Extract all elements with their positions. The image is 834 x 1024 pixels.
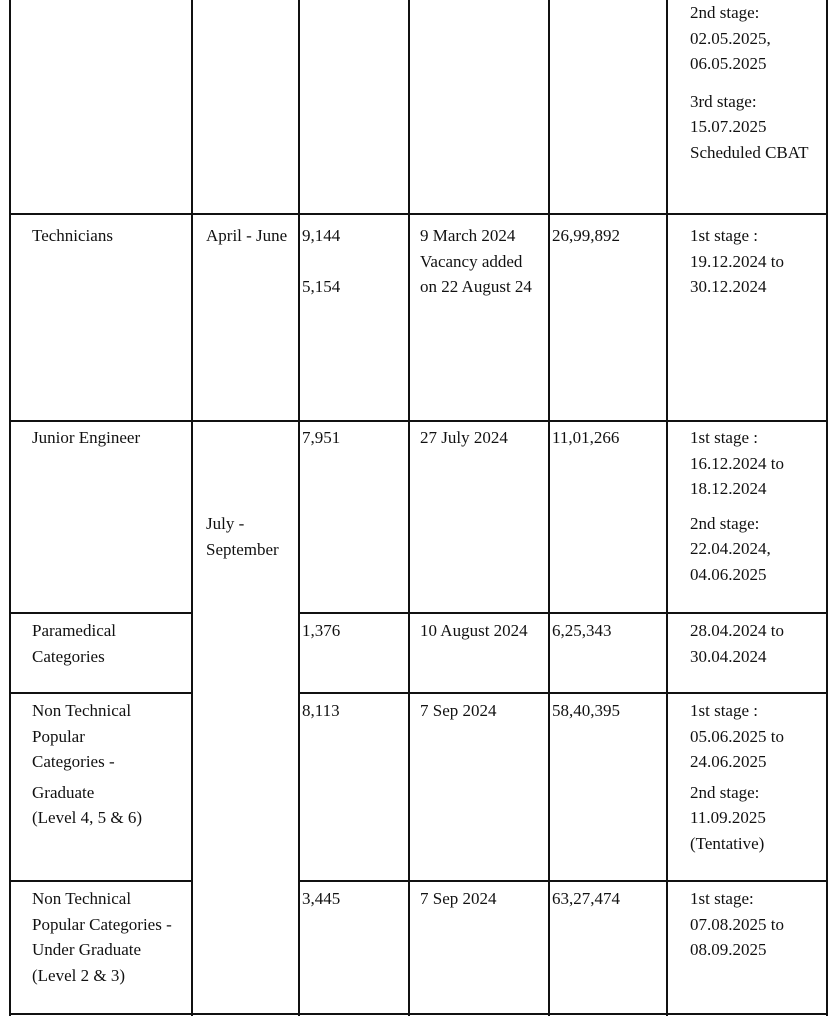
cycle-line: July - (206, 514, 245, 533)
cbt-line: 15.07.2025 (690, 117, 767, 136)
notification-line: Vacancy added (420, 251, 523, 271)
applications-line: 63,27,474 (552, 889, 620, 908)
grid-line (548, 0, 550, 1016)
notification-cell (420, 698, 497, 724)
notification-line: 7 Sep 2024 (420, 701, 497, 720)
cbt-line: 06.05.2025 (690, 54, 767, 73)
category-line: Non Technical (32, 701, 132, 720)
cbt-line: 1st stage : (690, 428, 758, 447)
grid-line (826, 0, 828, 1016)
applications-cell (552, 425, 619, 451)
cycle-line: September (206, 539, 279, 559)
category-line: Categories (32, 646, 105, 666)
grid-line (9, 612, 193, 614)
vacancies-line: 3,445 (302, 889, 341, 908)
cycle-cell (206, 511, 279, 562)
cbt-line: 18.12.2024 (690, 479, 767, 498)
vacancies-line: 1,376 (302, 621, 341, 640)
vacancies-line: 7,951 (302, 428, 341, 447)
applications-cell (552, 698, 620, 724)
vacancies-cell (302, 698, 340, 724)
notification-cell (420, 425, 508, 451)
grid-line (298, 880, 828, 882)
applications-line: 58,40,395 (552, 701, 620, 720)
applications-line: 26,99,892 (552, 226, 620, 245)
vacancies-line: 9,144 (302, 226, 341, 245)
applications-line: 6,25,343 (552, 621, 612, 640)
category-line: Categories - (32, 752, 115, 771)
notification-cell (420, 223, 532, 300)
category-line: (Level 2 & 3) (32, 965, 125, 985)
category-line: Non Technical (32, 889, 132, 908)
cbt-line: 28.04.2024 to (690, 621, 784, 640)
cbt-schedule-cell (690, 0, 809, 165)
vacancies-line: 8,113 (302, 701, 340, 720)
category-cell (32, 618, 116, 669)
cycle-cell (206, 223, 287, 249)
grid-line (9, 1013, 828, 1015)
notification-cell (420, 618, 528, 644)
cbt-line: 05.06.2025 to (690, 726, 784, 746)
applications-cell (552, 886, 620, 912)
cbt-line: 2nd stage: (690, 3, 760, 22)
cbt-line: 02.05.2025, (690, 28, 771, 48)
vacancies-cell (302, 223, 340, 300)
cbt-line: 2nd stage: (690, 513, 760, 533)
applications-line: 11,01,266 (552, 428, 620, 447)
cycle-line: April - June (206, 226, 288, 245)
cbt-line: Scheduled CBAT (690, 142, 809, 162)
cbt-schedule-cell (690, 223, 784, 300)
cbt-schedule-cell (690, 698, 784, 856)
grid-line (191, 0, 193, 1016)
notification-line: 9 March 2024 (420, 226, 516, 245)
category-line: Popular Categories - (32, 914, 172, 934)
category-cell (32, 698, 142, 831)
cbt-line: 2nd stage: (690, 782, 760, 802)
cbt-schedule-cell (690, 425, 784, 587)
cbt-line: 1st stage : (690, 226, 758, 245)
cbt-line: 11.09.2025 (690, 808, 766, 827)
category-cell (32, 425, 140, 451)
grid-line (9, 420, 828, 422)
category-line: Under Graduate (32, 940, 142, 959)
category-line: (Level 4, 5 & 6) (32, 808, 142, 827)
applications-cell (552, 223, 620, 249)
category-line: Graduate (32, 782, 95, 802)
grid-line (298, 692, 828, 694)
cbt-line: (Tentative) (690, 833, 765, 853)
cbt-line: 1st stage: (690, 889, 754, 908)
vacancies-cell (302, 425, 340, 451)
cbt-line: 1st stage : (690, 701, 758, 720)
cbt-line (690, 77, 809, 89)
cbt-line: 19.12.2024 to (690, 251, 784, 271)
cbt-schedule-cell (690, 886, 784, 963)
category-cell (32, 223, 113, 249)
grid-line (408, 0, 410, 1016)
cbt-schedule-cell (690, 618, 784, 669)
vacancies-line (302, 249, 340, 275)
notification-line: 7 Sep 2024 (420, 889, 497, 908)
grid-line (9, 880, 193, 882)
cbt-line: 24.06.2025 (690, 752, 767, 771)
vacancies-cell (302, 886, 340, 912)
category-line: Junior Engineer (32, 428, 141, 447)
cbt-line: 16.12.2024 to (690, 453, 784, 473)
vacancies-line: 5,154 (302, 277, 341, 296)
cbt-line: 04.06.2025 (690, 564, 767, 584)
category-line: Technicians (32, 226, 113, 245)
grid-line (666, 0, 668, 1016)
grid-line (298, 0, 300, 1016)
cbt-line: 07.08.2025 to (690, 914, 784, 934)
grid-line (298, 612, 828, 614)
category-line: Paramedical (32, 621, 117, 640)
vacancies-cell (302, 618, 340, 644)
notification-cell (420, 886, 497, 912)
cbt-line: 30.12.2024 (690, 277, 767, 296)
cbt-line: 22.04.2024, (690, 539, 771, 558)
grid-line (9, 0, 11, 1016)
grid-line (9, 692, 193, 694)
cbt-line: 08.09.2025 (690, 940, 767, 959)
notification-line: on 22 August 24 (420, 277, 532, 296)
cbt-line: 30.04.2024 (690, 646, 767, 666)
notification-line: 27 July 2024 (420, 428, 508, 447)
cbt-line: 3rd stage: (690, 91, 757, 111)
notification-line: 10 August 2024 (420, 621, 528, 640)
category-line: Popular (32, 726, 85, 746)
category-cell (32, 886, 172, 988)
grid-line (9, 213, 828, 215)
applications-cell (552, 618, 612, 644)
